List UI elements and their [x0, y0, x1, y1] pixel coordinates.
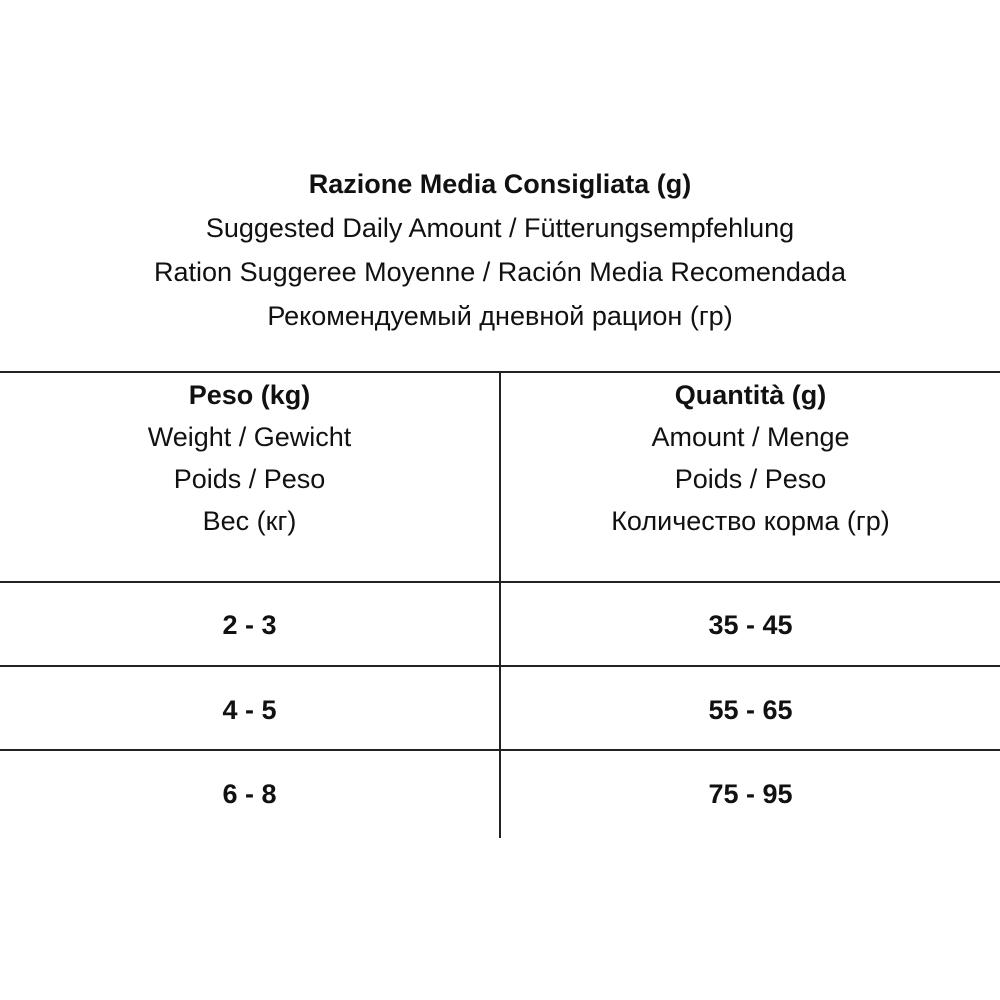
row-2-amount: 55 - 65 [708, 695, 793, 725]
header-amount-italian: Quantità (g) [674, 380, 827, 410]
header-amount [501, 374, 1000, 542]
header-weight-english-german: Weight / Gewicht [147, 422, 352, 452]
header-amount-russian: Количество корма (гр) [611, 506, 890, 536]
row-1-weight: 2 - 3 [222, 610, 277, 640]
row-2-weight: 4 - 5 [222, 695, 277, 725]
row-3-amount: 75 - 95 [708, 779, 793, 809]
header-weight-french-spanish: Poids / Peso [173, 464, 326, 494]
title-italian: Razione Media Consigliata (g) [308, 169, 692, 199]
header-weight-italian: Peso (kg) [188, 380, 311, 410]
header-weight [0, 374, 499, 542]
header-weight-russian: Вес (кг) [202, 506, 297, 536]
title-english-german: Suggested Daily Amount / Fütterungsempfehlung [205, 213, 795, 243]
row-3-weight: 6 - 8 [222, 779, 277, 809]
title-french-spanish: Ration Suggeree Moyenne / Ración Media Recomendada [154, 257, 846, 287]
header-amount-english-german: Amount / Menge [651, 422, 850, 452]
row-1-amount: 35 - 45 [708, 610, 793, 640]
title-block [0, 162, 1000, 338]
title-russian: Рекомендуемый дневной рацион (гр) [267, 301, 733, 331]
header-amount-french-spanish: Poids / Peso [674, 464, 827, 494]
